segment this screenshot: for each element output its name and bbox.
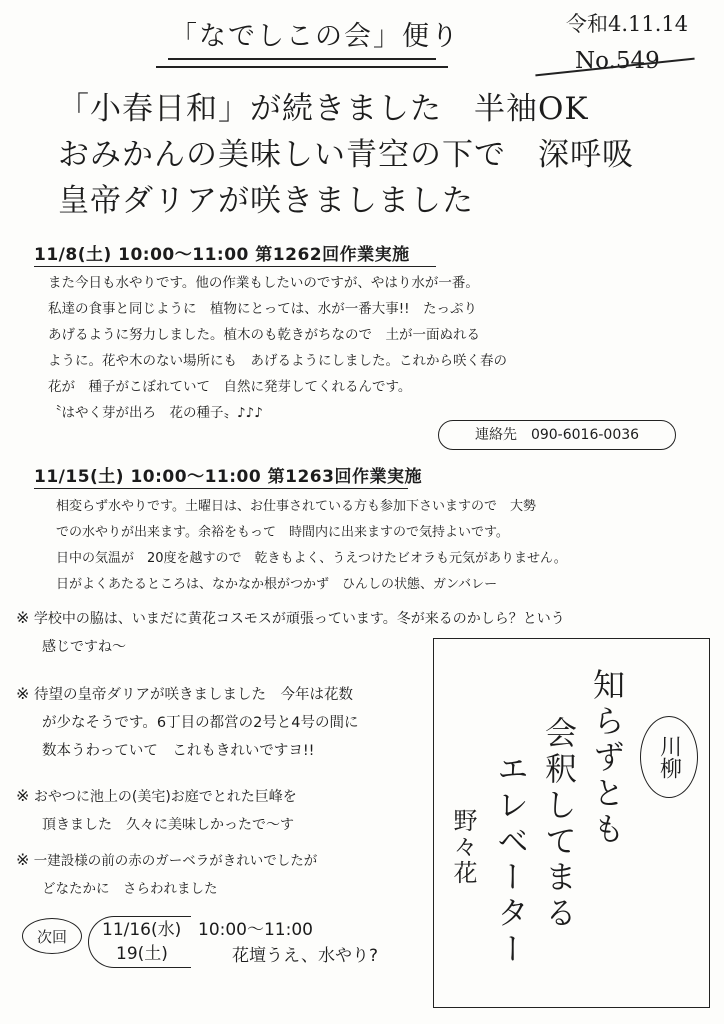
body-line: 私達の食事と同じように 植物にとっては、水が一番大事!! たっぷり	[48, 301, 478, 317]
section2-underline	[34, 488, 408, 489]
note-mark-icon: ※	[16, 684, 30, 703]
next-date-2: 19(土)	[116, 944, 168, 964]
senryu-line-2: 会釈してまる	[540, 716, 578, 932]
senryu-line-3: エレベーター	[492, 752, 530, 968]
note-line: おやつに池上の(美宅)お庭でとれた巨峰を	[33, 789, 297, 805]
next-session-badge	[22, 918, 82, 954]
issue-number: No.549	[575, 48, 660, 74]
note-mark-icon: ※	[16, 786, 30, 805]
next-time: 10:00～11:00	[198, 920, 313, 940]
note-line: 数本うわっていて これもきれいですヨ!!	[42, 743, 315, 759]
senryu-author: 野々花	[449, 808, 477, 886]
senryu-label: 川柳	[656, 735, 682, 779]
issue-date: 令和4.11.14	[566, 12, 689, 36]
note-mark-icon: ※	[16, 850, 30, 869]
section1-body	[48, 270, 507, 426]
body-line: 相変らず水やりです。土曜日は、お仕事されている方も参加下さいますので 大勢	[56, 499, 536, 514]
next-task: 花壇うえ、水やり?	[232, 946, 379, 966]
body-line: 〝はやく芽が出ろ 花の種子〟♪♪♪	[48, 405, 263, 421]
section1-heading: 11/8(土) 10:00～11:00 第1262回作業実施	[34, 245, 410, 265]
body-line: また今日も水やりです。他の作業もしたいのですが、やはり水が一番。	[48, 275, 479, 291]
headline	[58, 86, 634, 224]
body-line: 花が 種子がこぼれていて 自然に発芽してくれるんです。	[48, 379, 412, 395]
section2-heading: 11/15(土) 10:00～11:00 第1263回作業実施	[34, 467, 422, 487]
section1-underline	[34, 266, 436, 267]
note-item	[16, 782, 297, 839]
senryu-label-badge	[640, 716, 698, 798]
body-line: 日中の気温が 20度を越すので 乾きもよく、うえつけたビオラも元気がありません。	[56, 551, 567, 566]
note-line: 一建設様の前の赤のガーベラがきれいでしたが	[33, 853, 318, 869]
headline-line: 「小春日和」が続きました 半袖OK	[58, 91, 589, 127]
note-line: 学校中の脇は、いまだに黄花コスモスが頑張っています。冬が来るのかしら？という	[33, 611, 565, 627]
body-line: での水やりが出来ます。余裕をもって 時間内に出来ますので気持よいです。	[56, 525, 509, 540]
contact-phone: 連絡先 090-6016-0036	[438, 420, 676, 450]
note-line: が少なそうです。6丁目の都営の2号と4号の間に	[42, 715, 359, 731]
note-line: どなたかに さらわれました	[42, 881, 218, 897]
headline-line: 皇帝ダリアが咲きましました	[58, 183, 474, 219]
newsletter-title: 「なでしこの会」便り	[170, 21, 460, 52]
body-line: 日がよくあたるところは、なかなか根がつかず ひんしの状態、ガンバレー	[56, 577, 498, 592]
section2-body	[56, 494, 567, 598]
note-line: 頂きました 久々に美味しかったで～す	[42, 817, 294, 833]
note-item	[16, 846, 317, 903]
note-line: 待望の皇帝ダリアが咲きましました 今年は花数	[34, 687, 354, 703]
next-session-label: 次回	[36, 927, 67, 946]
title-underline-double	[156, 66, 448, 68]
title-underline	[168, 58, 436, 60]
note-mark-icon: ※	[16, 608, 30, 627]
note-item	[16, 680, 359, 765]
next-date-1: 11/16(水)	[102, 920, 182, 940]
body-line: ように。花や木のない場所にも あげるようにしました。これから咲く春の	[48, 353, 507, 369]
body-line: あげるように努力しました。植木のも乾きがちなので 土が一面ぬれる	[48, 327, 480, 343]
note-line: 感じですね～	[42, 639, 126, 655]
headline-line: おみかんの美味しい青空の下で 深呼吸	[58, 137, 634, 173]
senryu-line-1: 知らずとも	[588, 668, 626, 848]
